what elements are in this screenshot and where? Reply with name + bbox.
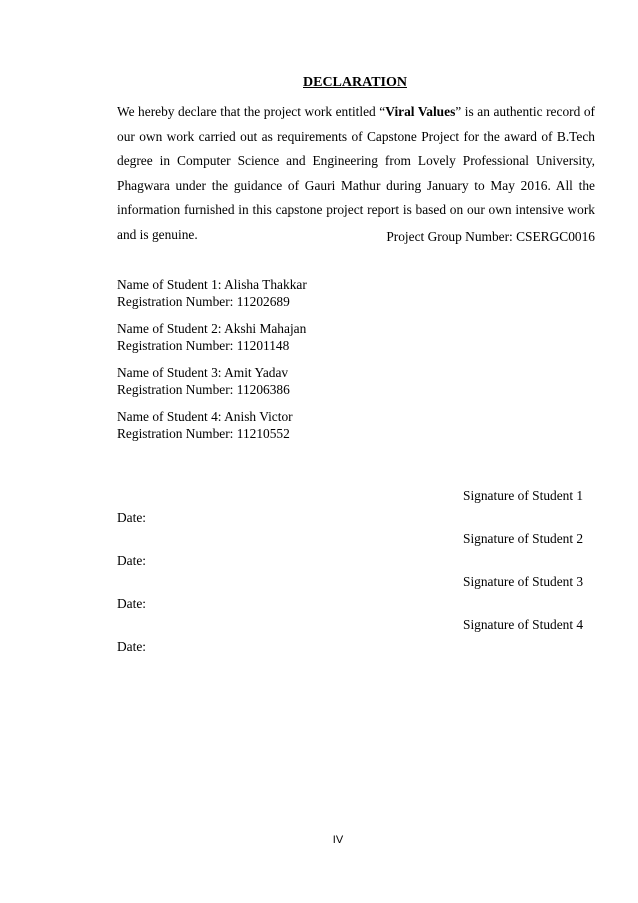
student-block-3 (117, 364, 290, 398)
project-group-number: Project Group Number: CSERGC0016 (386, 229, 595, 244)
date-line-2: Date: (117, 553, 146, 568)
student-name: Name of Student 1: Alisha Thakkar (117, 277, 307, 292)
student-block-2 (117, 320, 306, 354)
date-line-3: Date: (117, 596, 146, 611)
project-title: Viral Values (385, 104, 456, 119)
student-registration: Registration Number: 11202689 (117, 294, 290, 309)
signature-student-3: Signature of Student 3 (463, 574, 584, 589)
student-registration: Registration Number: 11210552 (117, 426, 290, 441)
student-registration: Registration Number: 11201148 (117, 338, 290, 353)
student-block-4 (117, 408, 293, 442)
signature-student-4: Signature of Student 4 (463, 617, 584, 632)
student-name: Name of Student 3: Amit Yadav (117, 365, 289, 380)
student-name: Name of Student 2: Akshi Mahajan (117, 321, 307, 336)
declaration-text-end: ” is an authentic record of our own work carried out as requirements of Capstone Project for the award of B.Tech degree in Computer Science and Engineering from Lovely Professional University, Phagwara under the guidance of Gauri Mathur during January to May 2016. All the information furnished in this capstone project report is based on our own intensive work and is genuine. (117, 104, 596, 242)
date-line-4: Date: (117, 639, 146, 654)
page-number: IV (332, 834, 344, 846)
student-registration: Registration Number: 11206386 (117, 382, 290, 397)
declaration-paragraph (117, 100, 595, 248)
declaration-heading: DECLARATION (303, 75, 407, 90)
date-line-1: Date: (117, 510, 146, 525)
student-name: Name of Student 4: Anish Victor (117, 409, 293, 424)
declaration-text-start: We hereby declare that the project work entitled “ (117, 104, 386, 119)
student-block-1 (117, 276, 307, 310)
signature-student-1: Signature of Student 1 (463, 488, 584, 503)
signature-student-2: Signature of Student 2 (463, 531, 584, 546)
